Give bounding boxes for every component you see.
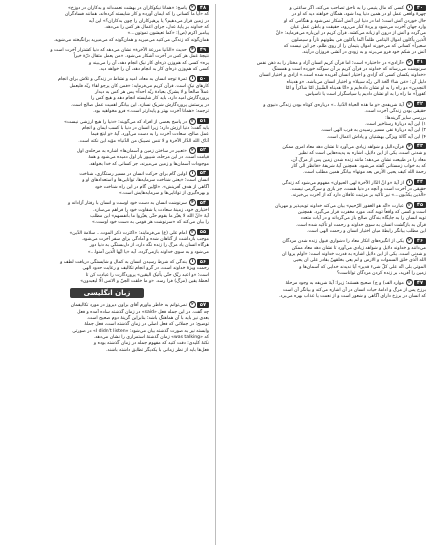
- question-number: ۴۶: [414, 238, 426, 244]
- explanation-line: را بیان می‌کند که «سرنوشت هر قومی به دست خود اوست.»: [92, 220, 210, 226]
- explanation-line: اولین گام برای حرکت انسان در مسیر رستگاری، شناخت: [79, 171, 187, 177]
- explanation-line: ۱) این آیه دربارهٔ رستاخیز است.: [365, 121, 426, 127]
- explanation-line: توبه انسان را به جایگاه بندگان صالح باز می‌گرداند و در آیات متعدد: [300, 216, 426, 222]
- explanation-line: الله الّذی خلق السموات و الارض و لم یعی بخلقهنّ بقادر علی ان یحیی: [293, 258, 426, 264]
- explanation-line: در پرستش پروردگارش شریک نسازد. این بیانگر اهمیت عمل صالح است.: [70, 102, 210, 108]
- explanation-line: همان‌گونه که زندگی می‌کنید می‌میرید و همان‌گونه که می‌میرید برانگیخته می‌شوید.: [53, 37, 210, 43]
- answer-option: ۱: [189, 75, 196, 82]
- answer-option: ۳: [406, 279, 413, 286]
- explanation-line: این مطلب بیانگر رابطهٔ میان اختیار انسان و رحمت الهی است.: [306, 229, 426, 234]
- explanation-line: الموتی بلی انّه علی کلّ شیء قدیر» آیا ندیدند خدایی که آسمان‌ها و: [299, 264, 426, 270]
- left-column-items: [5, 4, 209, 285]
- explanation-line: امام علی (ع) می‌فرمایند: «اکثرت ذکر الموت... سلامة الدّین»: [69, 230, 187, 236]
- explanation-line: «خداوند یکسان کسی که آزادی و اختیار انسان آفریده شده است.» ازادی و اختیار انسان: [259, 73, 426, 79]
- explanation-line: و بهره‌گیری از توانایی‌ها و سرمایه‌هایش است.»: [118, 190, 210, 196]
- question-number: ۵۳: [197, 170, 209, 176]
- explanation-line: حال خوردن آتش است؛ اما در دنیا این آتش آشکار نمی‌شود و هنگامی که او: [283, 18, 426, 24]
- english-section-title: زبان انگلیسی: [70, 288, 145, 298]
- question-number: ۵۶: [197, 259, 209, 265]
- answer-option: ۴: [189, 46, 196, 53]
- question-number: ۵۱: [197, 118, 209, 124]
- explanation-line: قیامت است. در این مرحله، شیپور بار اول دمیده می‌شود و همهٔ: [88, 155, 210, 161]
- answer-item: [222, 279, 426, 300]
- question-header: [189, 118, 209, 125]
- answer-item: [5, 147, 209, 168]
- explanation-line: هرگاه انسان یاد مرگ را زنده نگه دارد، از دل‌بستگی به دنیا دور: [89, 243, 210, 249]
- explanation-line: عمل صالح، سعادت آخرت را به دست می‌آورد. آیهٔ «و ابتغ فیما: [90, 132, 210, 138]
- explanation-line: انسان است؛ «یعنی شناخت سرمایه‌ها، توانایی‌ها و استعدادهای او و: [82, 178, 210, 184]
- explanation-line: کسی که مال یتیمی را به ناحق تصاحب می‌کند، اگر ساعتی و: [289, 6, 404, 11]
- explanation-line: بررسی سایر گزینه‌ها:: [385, 115, 426, 121]
- question-number: ۵۵: [197, 229, 209, 235]
- question-header: [406, 59, 426, 66]
- explanation-line: زمین را آفرید، بر زنده کردن مردگان تواناست؟: [336, 271, 426, 277]
- english-items: [5, 301, 209, 354]
- explanation-line: چه گفت. در این جمله فعل «said» در زمان گذشته ساده آمده و فعل: [77, 309, 210, 315]
- explanation-line: ۴) این آیه گالهٔ ویژگی بهشتیان و پاداش اعمال است.: [326, 134, 426, 140]
- explanation-line: سرنوشت می‌رساند که خداوند در قرآن کریم بر آن سوگند خورده است و همسنگ: [272, 67, 426, 73]
- question-header: [189, 46, 209, 53]
- explanation-line: که «آیا ما کسانی را که ایمان آورده و کار شایسته کرده‌اند، همانند فسادگران: [64, 12, 210, 18]
- question-number: ۵۲: [197, 147, 209, 153]
- answer-option: ۲: [189, 147, 196, 154]
- answer-item: [222, 237, 426, 277]
- explanation-line: قرآن به بازگشت انسان به سوی خداوند و رحمت او تأکید شده است.: [295, 222, 426, 228]
- explanation-line: آتش در شکم خود فرو می‌برند و به زودی در آتشی فروزان درآیند.: [301, 50, 426, 56]
- question-number: ۴۷: [414, 280, 426, 286]
- explanation-line: دلیل آن: «مَن شاءَ اتّخذ الی ربّه سبیلا» و اختیار انسان می‌باشد. «و هدیناه: [286, 79, 426, 85]
- left-column: [5, 4, 209, 545]
- question-number: ۵۷: [197, 302, 209, 308]
- explanation-line: در زمین قرار می‌دهیم؟ یا پرهیزکاران را چون بدکاران؟» این آیه: [88, 18, 210, 24]
- explanation-line: سرنوشت انسان به دست خود اوست و انسان با رفتار آزادانه و: [67, 201, 187, 207]
- explanation-line: است؛ «و اعبد ربّک حتّی یأتیک الیقین» پروردگارت را عبادت کن تا: [85, 272, 210, 278]
- question-header: [189, 4, 209, 11]
- question-header: [406, 179, 426, 186]
- answer-item: [5, 118, 209, 145]
- explanation-line: سعیراً» کسانی که می‌خورند اموال یتیمان را از روی ظلم، جز این نیست که: [283, 44, 426, 50]
- explanation-line: قرآن‌دالیل و شواهد زیادی می‌آورد تا نشان دهد معاد امری ممکن: [282, 144, 404, 150]
- answer-item: [5, 258, 209, 285]
- explanation-line: و شدنی است. یکی از این دلایل اشاره به قدرت خداوند است: «اولم یروا ان: [281, 252, 426, 258]
- explanation-line: از آیهٔ «و انّ الدّار الآخرة لهی الحیوان» مفهوم می‌شود که زندگی: [281, 180, 404, 186]
- answer-item: [222, 4, 426, 57]
- right-column: [222, 4, 426, 545]
- question-number: ۴۲: [414, 101, 426, 107]
- explanation-line: فعل‌ها باید از نظر زمانی با یکدیگر تطابق داشته باشند.: [105, 347, 210, 353]
- explanation-line: حقیقی در آخرت است و آنچه در دنیا هست، جز بازی و سرگرمی نیست.: [290, 186, 426, 192]
- answer-option: ۳: [189, 118, 196, 125]
- answer-item: [5, 4, 209, 44]
- question-header: [189, 301, 209, 308]
- question-header: [189, 258, 209, 265]
- question-number: ۴۹: [197, 47, 209, 53]
- question-header: [189, 170, 209, 177]
- answer-item: [222, 59, 426, 99]
- explanation-line: بعدی نیز باید با آن هماهنگ باشد؛ بنابراین گزینهٔ دوم صحیح است.: [86, 316, 210, 322]
- question-number: ۵۴: [197, 200, 209, 206]
- answer-item: [5, 301, 209, 354]
- explanation-line: یکی از انگیزه‌های انکار معاد را دشواری قبول زنده شدن مردگان: [282, 239, 404, 245]
- explanation-line: برزخ پس از مرگ و ادامهٔ حیات انسان در آن اشاره می‌کند و بیانگر آن است: [282, 287, 426, 293]
- answer-item: [5, 170, 209, 197]
- question-header: [406, 101, 426, 108]
- answer-item: [222, 143, 426, 177]
- question-header: [406, 4, 426, 11]
- explanation-line: عبارت «انّه هو الغفور الرّحیم» بیان می‌کند خداوند توبه‌پذیر و مهربان: [275, 203, 404, 209]
- column-divider: [215, 4, 216, 545]
- explanation-line: نمی‌توانم به خاطر بیاورم آقای براون دیروز در مورد تکالیفمان: [70, 303, 187, 309]
- answer-option: ۱: [406, 179, 413, 186]
- explanation-line: عملاً صالحاً و لا یشرک بعبادة ربّه احداً» پس هر کس به دیدار: [95, 90, 210, 96]
- explanation-line: که به خواب زمستانی گفته می‌شود. همچنین آیهٔ شریفهٔ «فانظر الی آثار: [291, 163, 426, 169]
- answer-option: ۱: [189, 170, 196, 177]
- question-number: ۴۳: [414, 143, 426, 149]
- question-number: ۴۴: [414, 179, 426, 185]
- explanation-line: معاد را در طبیعت نشان می‌دهد؛ مانند زنده شدن زمین پس از مرگ آن،: [290, 157, 426, 163]
- explanation-line: که انسان در برزخ دارای آگاهی و شعور است و از نعمت یا عذاب بهره می‌برد.: [278, 294, 426, 300]
- question-header: [406, 279, 426, 286]
- explanation-line: موارد الف) و ج) صحیح هستند؛ زیرا: آیهٔ شریفه به وجود مرحلهٔ: [285, 281, 404, 287]
- explanation-line: و شدنی است، یکی از این دلایل، اشاره به پدیده‌هایی است که نظیر: [298, 151, 426, 157]
- explanation-line: اختیاری خود، زمینهٔ سعادت یا شقاوت خود را فراهم می‌سازد.: [92, 207, 210, 213]
- answer-option: ۲: [406, 237, 413, 244]
- question-header: [189, 229, 209, 236]
- answer-option: ۱: [189, 258, 196, 265]
- explanation-line: رحمة الله کیف یحیی الأرض بعد موتها» بیانگر همین مطلب است.: [303, 170, 426, 176]
- explanation-line: آتاک الله الدّار الآخرة و لا تنس نصیبک من الدّنیا» مؤید این نکته است.: [78, 138, 210, 144]
- explanation-line: «تعبیر در ساختن زمین و آسمان‌ها» اشاره به مرحله‌ی اول: [76, 148, 187, 154]
- answer-item: [5, 229, 209, 256]
- answer-item: [5, 75, 209, 115]
- explanation-line: توضیح: در جملاتی که فعل اصلی در زمان گذشته است، فعل جملهٔ: [84, 322, 210, 328]
- answer-option: ۳: [406, 202, 413, 209]
- explanation-line: پاسخ: «همانا نیکوکاران در بهشت نعمت‌اند و بدکاران در دوزخ»: [67, 6, 187, 11]
- explanation-line: که خداوند بر پایهٔ عدل، جزای اعمال هر کس را می‌دهد.: [104, 25, 210, 31]
- answer-option: ۳: [406, 101, 413, 108]
- answer-option: ۳: [189, 229, 196, 236]
- explanation-line: نتیجهٔ عمل هر کس در آخرت آشکار می‌شود. «من یعمل مثقال ذرّة خیراً: [73, 54, 210, 60]
- answer-option: ۴: [189, 199, 196, 206]
- explanation-line: النجدین» دو راه را به او نشان داده‌ایم و «انّا هدیناه السّبیل امّا شاکراً و امّا: [285, 86, 426, 92]
- explanation-line: وارد جهان آخرت می‌شود و پردهٔ کنار می‌رود، حقیقت و باطن عمل عیان: [290, 25, 426, 31]
- answer-item: [222, 179, 426, 200]
- question-header: [406, 202, 426, 209]
- answer-option: ۲: [189, 4, 196, 11]
- explanation-line: ۲) این آیه دربارهٔ نفی مسیر رسیدن به قرب الهی است.: [320, 128, 426, 134]
- answer-option: ۱: [406, 4, 413, 11]
- explanation-line: وابسته نیز به صورت گذشته بیان می‌شود: «I didn't listen» در صورتی: [72, 328, 210, 334]
- explanation-line: آگاهی از هدف آفرینش». «اوّلین گام در این راه شناخت خود: [94, 184, 210, 190]
- explanation-line: که «was talking» زمان گذشتهٔ استمراری را نشان می‌دهد.: [93, 335, 210, 341]
- explanation-line: می‌گردد و آتش از درون او زبانه می‌کشد. قرآن کریم در این‌باره می‌فرماید: «انّ: [275, 31, 426, 37]
- explanation-line: پروردگارش امید دارد، باید کار شایسته انجام دهد و هیچ کس را: [90, 96, 210, 102]
- explanation-line: حدیث «الدّنیا مزرعة الآخرة» نشان می‌دهد که دنیا کشتزار آخرت است و: [50, 48, 187, 54]
- question-header: [406, 237, 426, 244]
- explanation-line: حقیقی بودن زندگی آخرت است.: [364, 109, 426, 115]
- explanation-line: آیهٔ شریفه‌ی «و ما هذه الحیاة الدّنیا...» درباره‌ی کوتاه بودن زندگی دنیوی و: [263, 102, 404, 108]
- explanation-line: کارهای نیک است. قرآن کریم می‌فرماید: «فمن کان یرجو لقاء ربّه فلیعمل: [69, 83, 210, 89]
- explanation-line: «آزادی» در «اختیار» است؛ اما قرآن کریم انسان آزاد و مختار را به ذهن نفس: [256, 60, 404, 66]
- explanation-line: آیهٔ «انّ الله لا یغیّر ما بقوم حتّی یغیّروا ما بأنفسهم» این مطلب: [90, 213, 210, 219]
- answer-item: [5, 46, 209, 73]
- explanation-line: «الّذین یکذّبون...» نیز تأکید بر مرتبت غافلان دارد که از آخرت بی‌خبرند.: [291, 193, 426, 199]
- answer-item: [222, 101, 426, 141]
- answer-option: ۲: [189, 301, 196, 308]
- explanation-line: کسی که هم‌وزن ذره‌ای کار بد انجام دهد، آن را خواهد دید.: [99, 67, 210, 73]
- explanation-line: در پاسخ بعضی از افراد که می‌گویند: «دنیا را هیچ ارزشی نیست»: [64, 119, 187, 125]
- english-section-header: [5, 288, 209, 298]
- explanation-line: لحظهٔ یقین (مرگ) فرا رسد. «و ما خلقت الجنّ و الانس الّا لیعبدون»: [80, 279, 210, 285]
- question-number: ۴۰: [414, 5, 426, 11]
- explanation-line: ثمرهٔ توجه انسان به معاد، امید و نشاط در زندگی و تلاش برای انجام: [58, 77, 187, 83]
- explanation-line: چهرهٔ واقعی عمل او در همین دنیا پیدا شود، همگان خواهند دید که او در: [291, 12, 426, 18]
- answer-item: [5, 199, 209, 226]
- explanation-line: ترجمه: «همانا آخرت بهتر و پایدارتر است.» فرو مخواهید بود.: [93, 109, 210, 115]
- question-number: ۴۵: [414, 202, 426, 208]
- answer-item: [222, 202, 426, 236]
- explanation-line: یره» کسی که هم‌وزن ذره‌ای کار نیک انجام دهد، آن را می‌بیند و: [89, 60, 210, 66]
- question-number: ۴۸: [197, 5, 209, 11]
- explanation-line: الّذین یأکلون اموال الیتامی ظلماً انّما یأکلون فی بطونهم ناراً و سیصلون: [291, 37, 426, 43]
- explanation-line: بندگی که شرط رسیدن انسان به کمال و شایستگی دریافت لطف و: [60, 260, 187, 266]
- question-header: [406, 143, 426, 150]
- question-header: [189, 199, 209, 206]
- question-number: ۵۰: [197, 76, 209, 82]
- explanation-line: نکتهٔ کلیدی: دقت کنید که مفهوم جمله در زمان گذشته بوده و: [93, 341, 210, 347]
- answer-option: ۲: [406, 59, 413, 66]
- explanation-line: موجودات آسمان‌ها و زمین می‌میرند، جز کسانی که خدا بخواهد.: [88, 161, 210, 167]
- question-number: ۴۱: [414, 59, 426, 65]
- explanation-line: است و کسی که واقعاً توبه کند، مورد مغفرت قرار می‌گیرد. همچنین: [297, 209, 426, 215]
- question-header: [189, 147, 209, 154]
- explanation-line: رحمت ویژهٔ خداوند است، در گرو انجام تکالیف و رعایت حدود الهی: [82, 266, 210, 272]
- explanation-line: می‌دانند و خداوند دلایل و شواهد زیادی می‌آورد تا نشان دهد معاد ممکن: [291, 245, 426, 251]
- explanation-line: باید گفت: دنیا ارزش دارد؛ زیرا انسان در دنیا با کسب ایمان و انجام: [82, 125, 210, 131]
- question-header: [189, 75, 209, 82]
- answer-option: ۴: [406, 143, 413, 150]
- explanation-line: موجب بازداشت از گناهان شده و آمادگی برای سفر آخرت می‌شود.: [81, 237, 210, 242]
- explanation-line: پیامبر اکرم (ص): «کما تعیشون تموتون...»: [127, 31, 210, 37]
- explanation-line: می‌شود و به سوی خداوند بازمی‌گردد. آیه «یا ایّها الّذین آمنوا...»: [87, 249, 210, 255]
- explanation-line: کفوراً» ما راه را به او نشان دادیم یا سپاسگزار است یا ناسپاس.: [304, 92, 426, 98]
